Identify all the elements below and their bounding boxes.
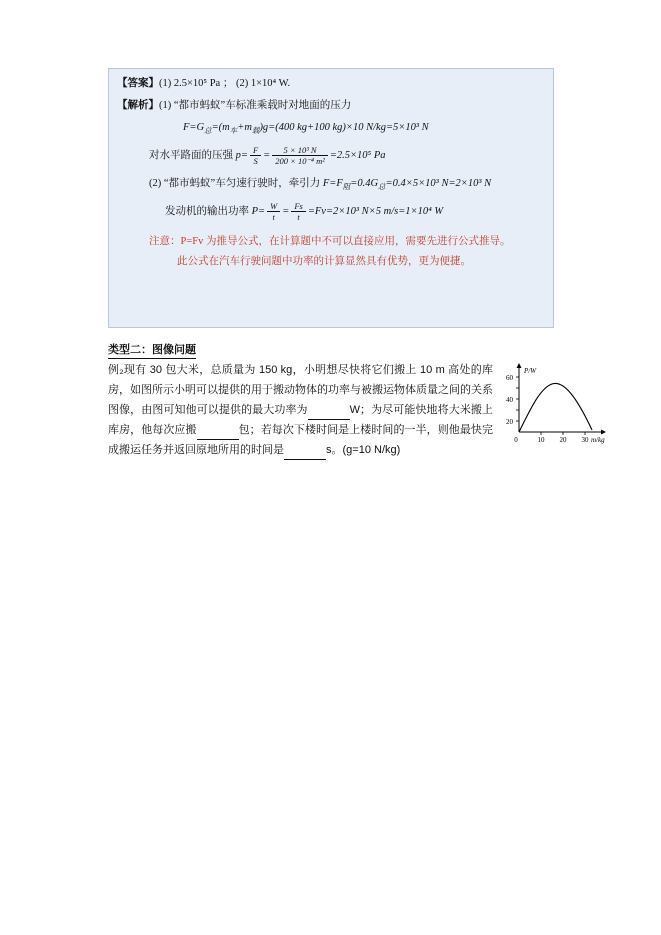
note-line-1: 注意：P=Fv 为推导公式，在计算题中不可以直接应用，需要先进行公式推导。 <box>149 236 511 247</box>
pressure-line: 对水平路面的压强 p= $\frac{F}{S}$ = $\frac{\text{5 × 10³ N}}{\text{200 × 10⁻⁴ m²}}$ =2.5×10⁵ Pa <box>149 145 386 166</box>
x-tick-10: 10 <box>537 436 545 444</box>
example-problem <box>108 360 493 460</box>
y-tick-20: 20 <box>506 418 513 426</box>
y-axis-arrow <box>517 363 522 368</box>
example-text-4: s。(g=10 N/kg) <box>326 444 401 456</box>
power-curve <box>519 383 592 432</box>
answer-blank-2[interactable] <box>197 428 239 440</box>
x-axis-label: m/kg <box>591 436 605 444</box>
example-text-1: 现有 30 包大米，总质量为 150 kg，小明想尽快将它们搬上 10 m 高处的库房，如图所示小明可以提供的用于搬动物体的功率与被搬运物体质量之间的关系图像，由图可知他可以提供的最大功率为 <box>108 364 493 416</box>
answer-explanation-box <box>108 68 554 328</box>
example-marker: 例₂ <box>108 364 124 376</box>
x-tick-0: 0 <box>514 436 518 444</box>
x-axis-arrow <box>601 430 606 435</box>
power-mass-chart <box>495 360 611 452</box>
power-line: 发动机的输出功率 P= $\frac{W}{t}$ = $\frac{Fs}{t}$ =Fv=2×10³ N×5 m/s=1×10⁴ W <box>165 201 444 222</box>
x-tick-30: 30 <box>581 436 589 444</box>
example-text-2: W；为尽可能快地将大米搬上库房，他每次应搬 <box>108 404 493 436</box>
equation-force-total: $F=G_总=(m_车+m_载)g=(400$ kg+100 kg)×10 N/kg=5×10³ N <box>183 122 429 136</box>
y-tick-40: 40 <box>506 396 513 404</box>
answer-label: 【答案】(1) 2.5×10⁵ Pa ； (2) 1×10⁴ W. <box>117 78 291 89</box>
x-tick-20: 20 <box>559 436 567 444</box>
answer-blank-3[interactable] <box>284 448 326 460</box>
y-tick-60: 60 <box>506 374 513 382</box>
section-heading: 类型二：图像问题 <box>108 341 196 359</box>
y-axis-label: P/W <box>524 367 537 375</box>
answer-blank-1[interactable] <box>308 408 350 420</box>
analysis-label: 【解析】(1) “都市蚂蚁”车标准乘载时对地面的压力 <box>117 100 352 111</box>
example-text-3: 包；若每次下楼时间是上楼时间的一半，则他最快完成搬运任务并返回原地所用的时间是 <box>108 424 493 456</box>
note-line-2: 此公式在汽车行驶问题中功率的计算显然具有优势，更为便捷。 <box>177 256 471 267</box>
traction-line: (2) “都市蚂蚁”车匀速行驶时，牵引力 $F=F_阻=0.4G_总=0.4\times 5\times 10^3$ N=2×10³ N <box>149 178 492 192</box>
